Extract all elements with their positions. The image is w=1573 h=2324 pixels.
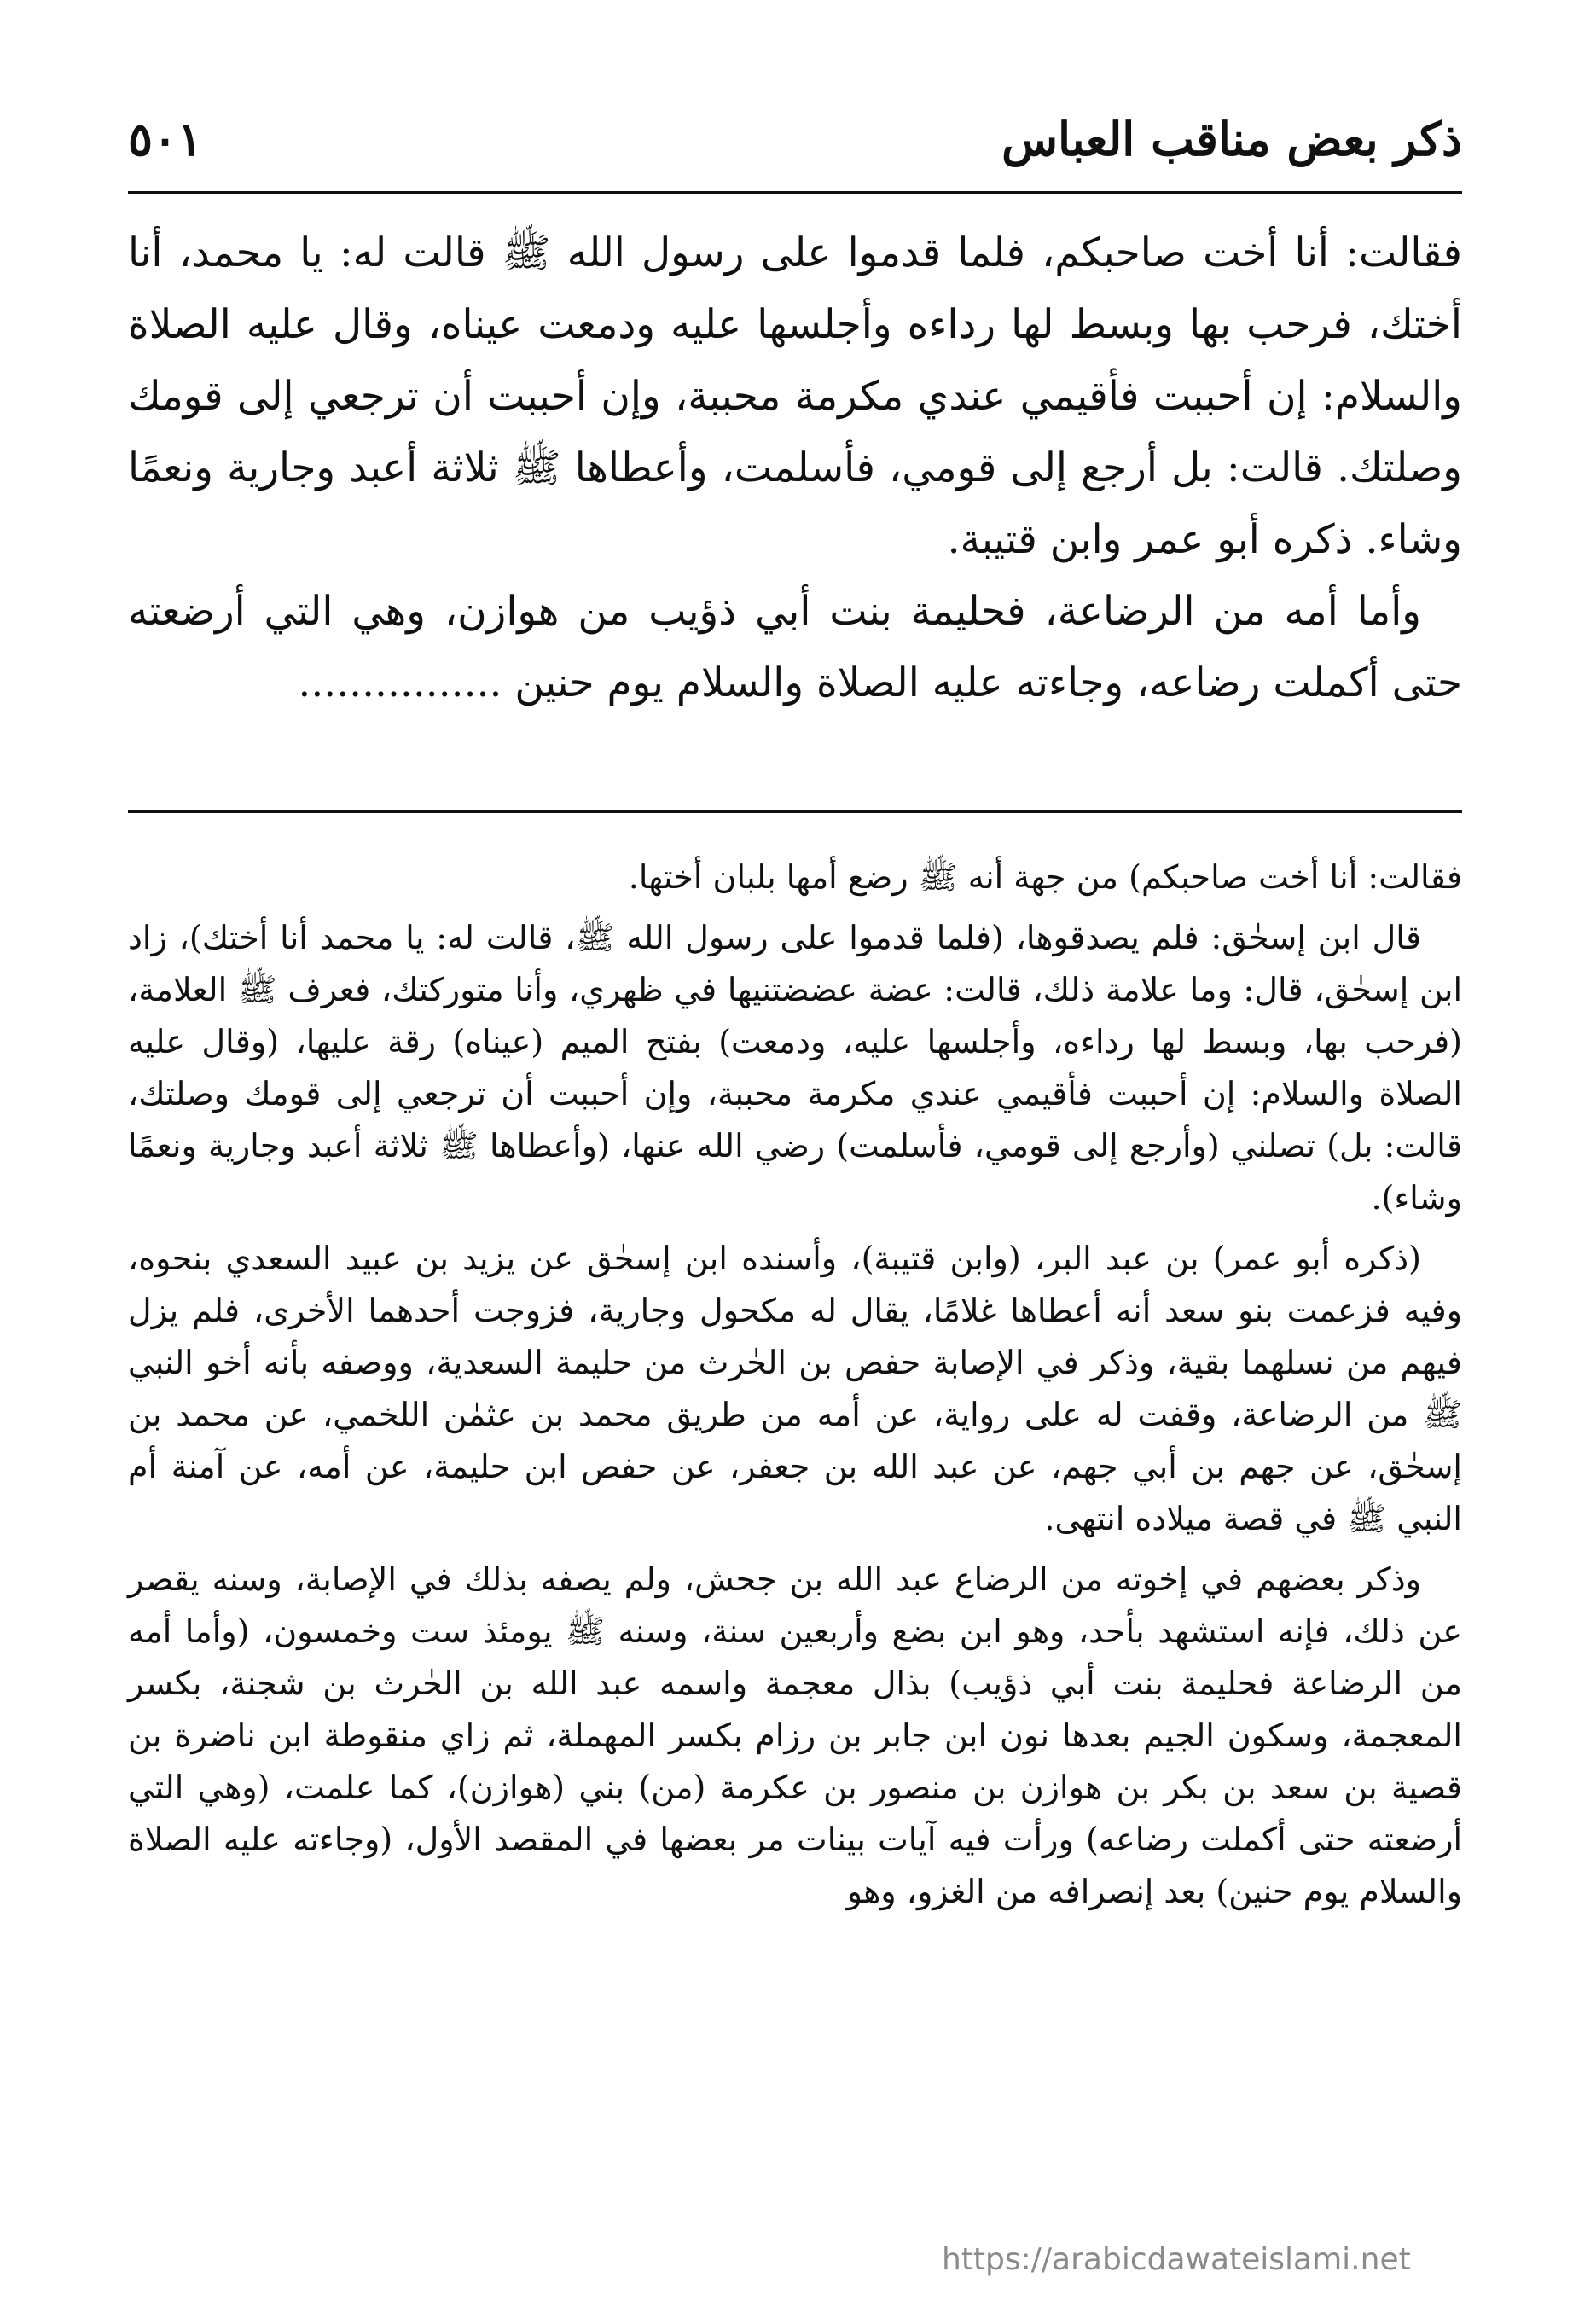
page-header bbox=[128, 101, 1462, 177]
commentary-paragraph: وذكر بعضهم في إخوته من الرضاع عبد الله بن جحش، ولم يصفه بذلك في الإصابة، وسنه يقصر عن ذلك، فإنه استشهد بأحد، وهو ابن بضع وأربعين سنة، وسنه ﷺ يومئذ ست وخمسون، (وأما أمه من الرضاعة فحليمة بنت أبي ذؤيب) بذال معجمة واسمه عبد الله بن الحٰرث بن شجنة، بكسر المعجمة، وسكون الجيم بعدها نون ابن جابر بن رزام بكسر المهملة، ثم زاي منقوطة ابن ناضرة بن قصية بن سعد بن بكر بن هوازن بن منصور بن عكرمة (من) بني (هوازن)، كما علمت، (وهي التي أرضعته حتى أكملت رضاعه) ورأت فيه آيات بينات مر بعضها في المقصد الأول، (وجاءته عليه الصلاة والسلام يوم حنين) بعد إنصرافه من الغزو، وهو bbox=[128, 1560, 1462, 1910]
commentary-paragraph: فقالت: أنا أخت صاحبكم) من جهة أنه ﷺ رضع أمها بلبان أختها. bbox=[628, 858, 1462, 896]
page-number: ٥٠١ bbox=[128, 112, 203, 166]
main-text-block bbox=[128, 218, 1462, 719]
running-title: ذكر بعض مناقب العباس bbox=[1001, 112, 1462, 166]
section-divider bbox=[128, 810, 1462, 813]
header-rule bbox=[128, 191, 1462, 194]
commentary-paragraph: (ذكره أبو عمر) بن عبد البر، (وابن قتيبة)، وأسنده ابن إسحٰق عن يزيد بن عبيد السعدي بنحوه، وفيه فزعمت بنو سعد أنه أعطاها غلامًا، يقال له مكحول وجارية، فزوجت أحدهما الأخرى، فلم يزل فيهم من نسلهما بقية، وذكر في الإصابة حفص بن الحٰرث من حليمة السعدية، ووصفه بأنه أخو النبي ﷺ من الرضاعة، وقفت له على رواية، عن أمه من طريق محمد بن عثمٰن اللخمي، عن محمد بن إسحٰق، عن جهم بن أبي جهم، عن عبد الله بن جعفر، عن حفص ابن حليمة، عن أمه، عن آمنة أم النبي ﷺ في قصة ميلاده انتهى. bbox=[128, 1240, 1462, 1537]
commentary-paragraph: قال ابن إسحٰق: فلم يصدقوها، (فلما قدموا على رسول الله ﷺ، قالت له: يا محمد أنا أختك)، زاد ابن إسحٰق، قال: وما علامة ذلك، قالت: عضة عضضتنيها في ظهري، وأنا متوركتك، فعرف ﷺ العلامة، (فرحب بها، وبسط لها رداءه، وأجلسها عليه، ودمعت) بفتح الميم (عيناه) رقة عليها، (وقال عليه الصلاة والسلام: إن أحببت فأقيمي عندي مكرمة محببة، وإن أحببت أن ترجعي إلى قومك وصلتك، قالت: بل) تصلني (وأرجع إلى قومي، فأسلمت) رضي الله عنها، (وأعطاها ﷺ ثلاثة أعبد وجارية ونعمًا وشاء). bbox=[128, 919, 1462, 1217]
watermark-url: https://arabicdawateislami.net bbox=[942, 2242, 1411, 2277]
commentary-block bbox=[128, 851, 1462, 1926]
main-paragraph: فقالت: أنا أخت صاحبكم، فلما قدموا على رسول الله ﷺ قالت له: يا محمد، أنا أختك، فرحب بها وبسط لها رداءه وأجلسها عليه ودمعت عيناه، وقال عليه الصلاة والسلام: إن أحببت فأقيمي عندي مكرمة محببة، وإن أحببت أن ترجعي إلى قومك وصلتك. قالت: بل أرجع إلى قومي، فأسلمت، وأعطاها ﷺ ثلاثة أعبد وجارية ونعمًا وشاء. ذكره أبو عمر وابن قتيبة. bbox=[128, 229, 1462, 563]
main-paragraph: وأما أمه من الرضاعة، فحليمة بنت أبي ذؤيب من هوازن، وهي التي أرضعته حتى أكملت رضاعه، وجاءته عليه الصلاة والسلام يوم حنين ................ bbox=[128, 588, 1462, 706]
